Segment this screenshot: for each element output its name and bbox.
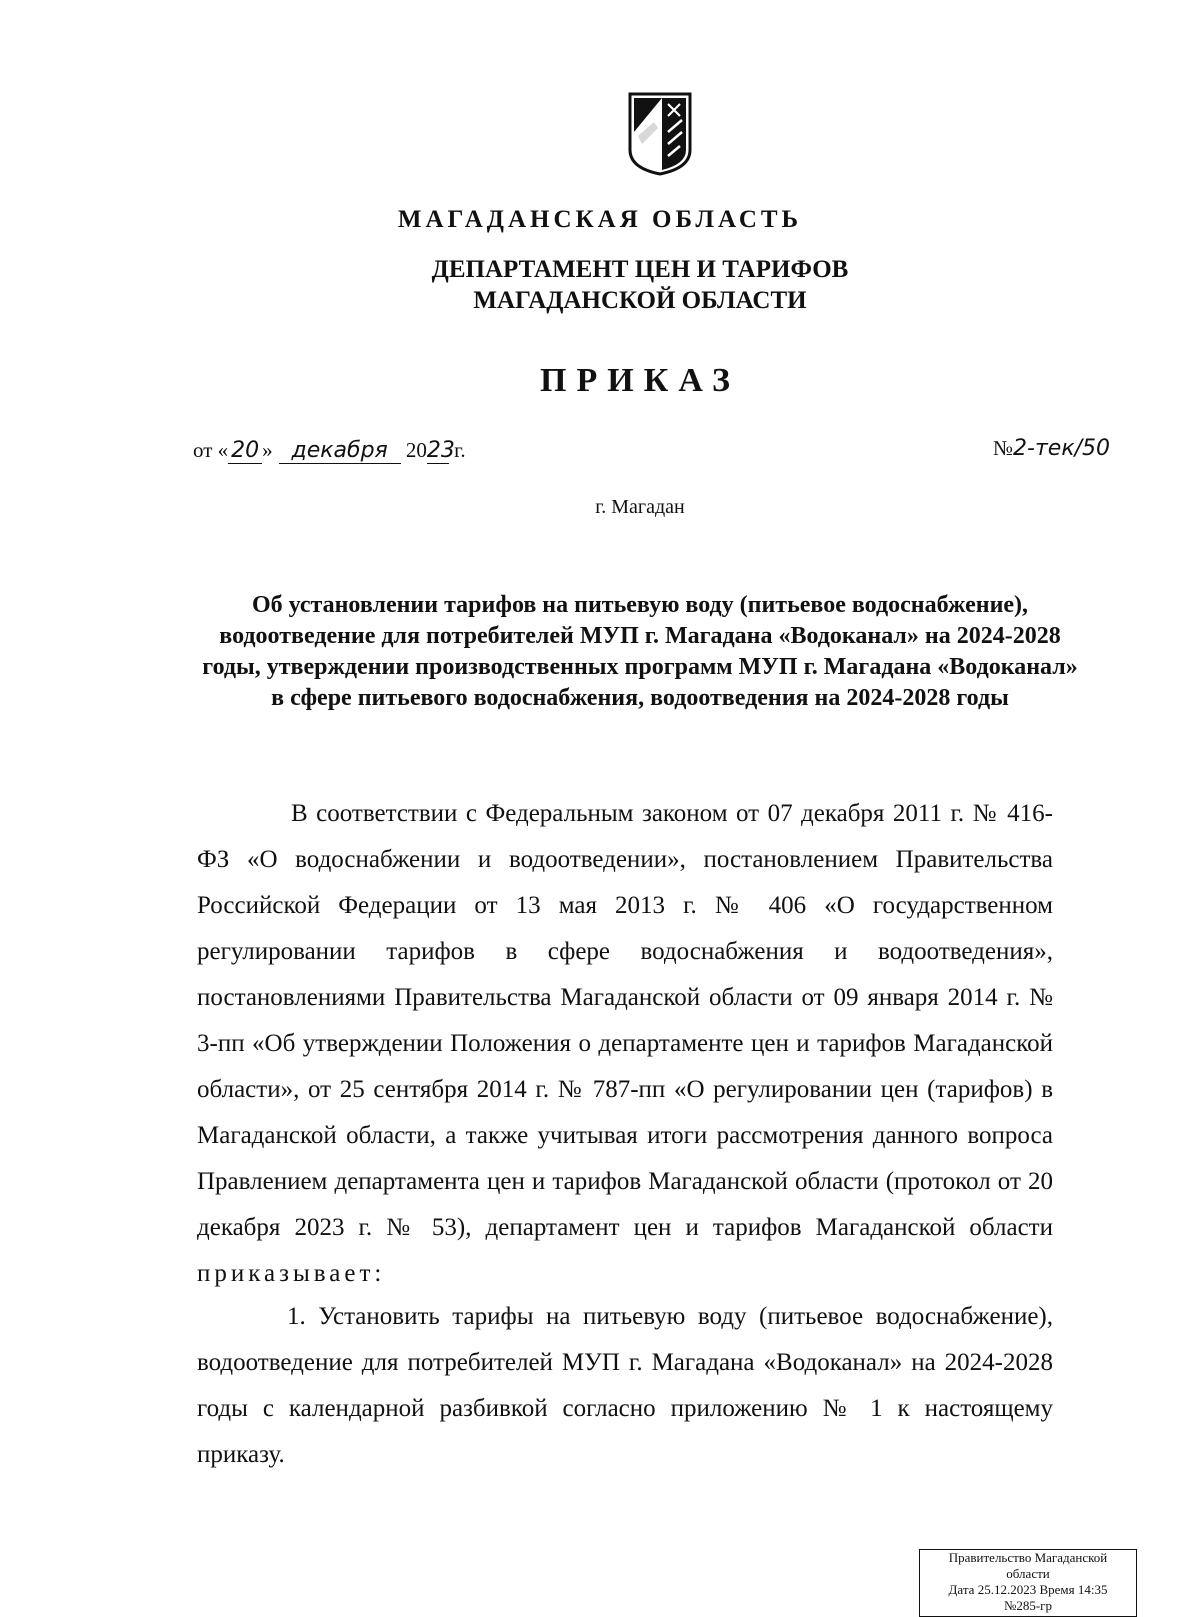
- city-line: г. Магадан: [595, 496, 685, 518]
- region-heading: МАГАДАНСКАЯ ОБЛАСТЬ: [397, 206, 803, 233]
- date-month: декабря: [279, 439, 401, 464]
- document-date: [193, 438, 466, 464]
- preamble-text: В соответствии с Федеральным законом от 07 декабря 2011 г. № 416-ФЗ «О водоснабжении и водоотведении», постановлением Правительства Российской Федерации от 13 мая 2013 г. № 406 «О государственном регулировании тарифов в сфере водоснабжения и водоотведения», постановлениями Правительства Магаданской области от 09 января 2014 г. № 3-пп «Об утверждении Положения о департаменте цен и тарифов Магаданской области», от 25 сентября 2014 г. № 787-пп «О регулировании цен (тарифов) в Магаданской области, а также учитывая итоги рассмотрения данного вопроса Правлением департамента цен и тарифов Магаданской области (протокол от 20 декабря 2023 г. № 53), департамент цен и тарифов Магаданской области: [197, 800, 1053, 1241]
- date-year-suffix: 23: [426, 438, 455, 463]
- stamp-line-4: №285-гр: [1003, 1598, 1053, 1613]
- document-type-title: ПРИКАЗ: [540, 362, 740, 399]
- department-heading-line1: ДЕПАРТАМЕНТ ЦЕН И ТАРИФОВ: [431, 256, 849, 283]
- registration-stamp: [919, 1549, 1137, 1617]
- coat-of-arms-emblem: [628, 92, 692, 176]
- date-day: 20: [228, 439, 262, 464]
- number-label: №: [993, 436, 1014, 460]
- stamp-line-2: области: [1006, 1566, 1050, 1581]
- document-number: [993, 436, 1110, 461]
- order-subject: Об установлении тарифов на питьевую воду (питьевое водоснабжение), водоотведение для потребителей МУП г. Магадана «Водоканал» на 2024-2028 годы, утверждении производственных программ МУП г. Магадана «Водоканал» в сфере питьевого водоснабжения, водоотведения на 2024-2028 годы: [202, 592, 1078, 711]
- date-year-prefix: 20: [405, 438, 427, 462]
- order-item-1: 1. Установить тарифы на питьевую воду (питьевое водоснабжение), водоотведение для потребителей МУП г. Магадана «Водоканал» на 2024-2028 годы с календарной разбивкой согласно приложению № 1 к настоящему приказу.: [197, 1303, 1053, 1468]
- department-heading-line2: МАГАДАНСКОЙ ОБЛАСТИ: [473, 287, 807, 314]
- number-value: 2-тек/50: [1013, 436, 1111, 461]
- date-suffix: г.: [454, 438, 466, 462]
- stamp-line-3: Дата 25.12.2023 Время 14:35: [948, 1582, 1108, 1597]
- orders-word: приказывает:: [197, 1260, 386, 1287]
- date-day-close: »: [262, 438, 273, 462]
- preamble-paragraph: [197, 791, 1053, 1297]
- stamp-line-1: Правительство Магаданской: [948, 1550, 1108, 1565]
- date-prefix: от «: [193, 438, 229, 462]
